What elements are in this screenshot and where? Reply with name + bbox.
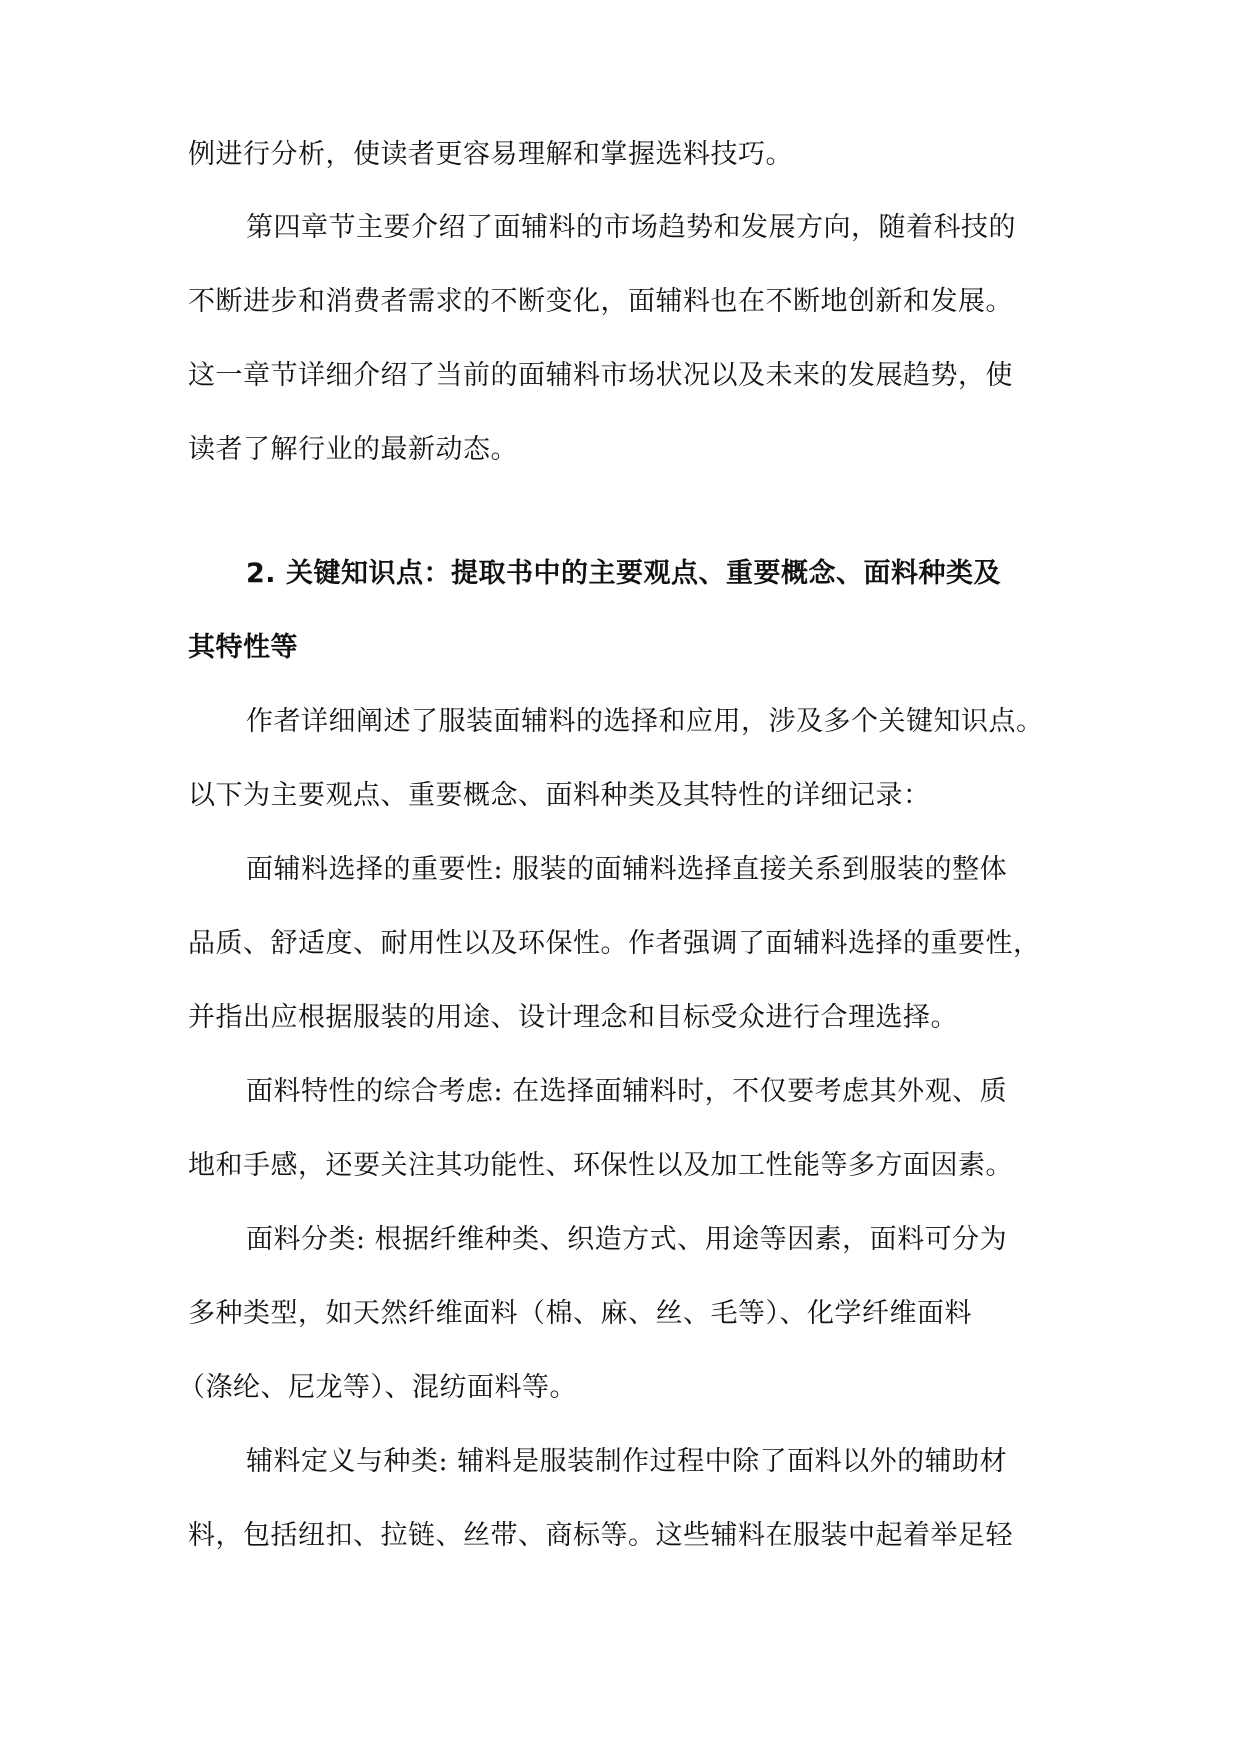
text-line: 辅料定义与种类: 辅料是服装制作过程中除了面料以外的辅助材 [246,1446,1008,1477]
text-line: 读者了解行业的最新动态。 [188,434,518,465]
text-line: 面料分类: 根据纤维种类、织造方式、用途等因素，面料可分为 [246,1224,1008,1255]
text-line: 第四章节主要介绍了面辅料的市场趋势和发展方向，随着科技的 [246,212,1016,243]
text-line: 不断进步和消费者需求的不断变化，面辅料也在不断地创新和发展。 [188,286,1013,317]
text-line: （涤纶、尼龙等）、混纺面料等。 [178,1372,577,1403]
text-line: 这一章节详细介绍了当前的面辅料市场状况以及未来的发展趋势，使 [188,360,1013,391]
text-line: 作者详细阐述了服装面辅料的选择和应用，涉及多个关键知识点。 [246,706,1044,737]
text-line: 面辅料选择的重要性: 服装的面辅料选择直接关系到服装的整体 [246,854,1008,885]
text-line: 面料特性的综合考虑: 在选择面辅料时，不仅要考虑其外观、质 [246,1076,1008,1107]
text-line: 料，包括纽扣、拉链、丝带、商标等。这些辅料在服装中起着举足轻 [188,1520,1013,1551]
text-line: 地和手感，还要关注其功能性、环保性以及加工性能等多方面因素。 [188,1150,1013,1181]
section-heading: 2. 关键知识点：提取书中的主要观点、重要概念、面料种类及 [246,558,1001,589]
text-line: 多种类型，如天然纤维面料（棉、麻、丝、毛等）、化学纤维面料 [188,1298,972,1329]
text-line: 并指出应根据服装的用途、设计理念和目标受众进行合理选择。 [188,1002,958,1033]
text-line: 品质、舒适度、耐用性以及环保性。作者强调了面辅料选择的重要性， [188,928,1041,959]
section-heading: 其特性等 [188,632,298,663]
text-line: 例进行分析，使读者更容易理解和掌握选料技巧。 [188,139,793,170]
text-line: 以下为主要观点、重要概念、面料种类及其特性的详细记录： [188,780,931,811]
